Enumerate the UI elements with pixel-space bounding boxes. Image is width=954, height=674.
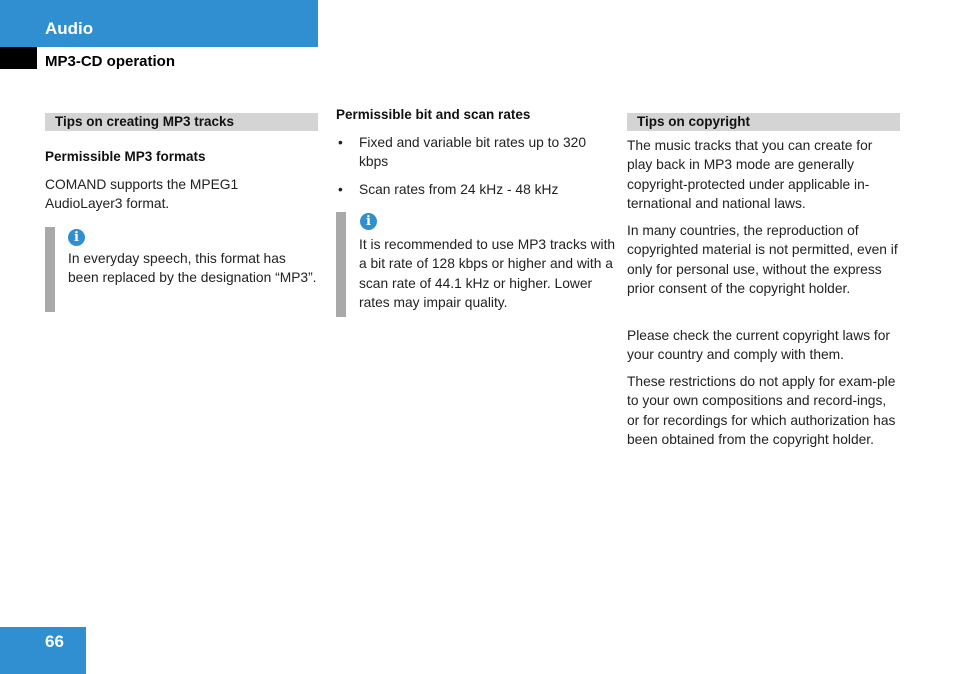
info-icon: i [360, 213, 377, 230]
info-note [336, 212, 616, 317]
info-note-text: In everyday speech, this format has been replaced by the designation “MP3”. [68, 251, 317, 286]
info-note [45, 227, 315, 312]
list-item-text: Fixed and variable bit rates up to 320 kbps [359, 135, 587, 170]
chapter-title: Audio [45, 19, 94, 38]
bullet-icon: • [338, 135, 343, 150]
paragraph-copyright-1: The music tracks that you can create for play back in MP3 mode are generally copyright-protected under applicable in-ternational and national laws. [627, 138, 873, 212]
list-item-text: Scan rates from 24 kHz - 48 kHz [359, 181, 559, 197]
subheading-mp3-formats: Permissible MP3 formats [45, 149, 206, 164]
info-icon: i [68, 229, 85, 246]
section-heading-mp3-tips: Tips on creating MP3 tracks [45, 113, 318, 131]
paragraph-copyright-2: In many countries, the reproduction of copyrighted material is not permitted, even if only for personal use, without the express prior consent of the copyright holder. [627, 223, 898, 297]
paragraph-copyright-4: These restrictions do not apply for exam-ple to your own compositions and record-ings, or for recordings for which authorization has been obtained from the copyright holder. [627, 374, 896, 448]
paragraph-mp3-formats: COMAND supports the MPEG1 AudioLayer3 format. [45, 177, 239, 212]
page-number: 66 [45, 632, 64, 651]
section-heading-copyright: Tips on copyright [627, 113, 900, 131]
section-marker [0, 47, 37, 69]
list-item [336, 133, 612, 172]
bullet-list [336, 133, 612, 207]
info-note-text: It is recommended to use MP3 tracks with a bit rate of 128 kbps or higher and with a scan rate of 44.1 kHz or higher. Lower rates may impair quality. [359, 237, 616, 311]
list-item [336, 180, 612, 199]
paragraph-copyright-3: Please check the current copyright laws for your country and comply with them. [627, 328, 891, 363]
page-number-box [0, 627, 86, 674]
subheading-bit-rates: Permissible bit and scan rates [336, 107, 531, 122]
bullet-icon: • [338, 181, 343, 197]
section-title: MP3-CD operation [45, 53, 176, 70]
